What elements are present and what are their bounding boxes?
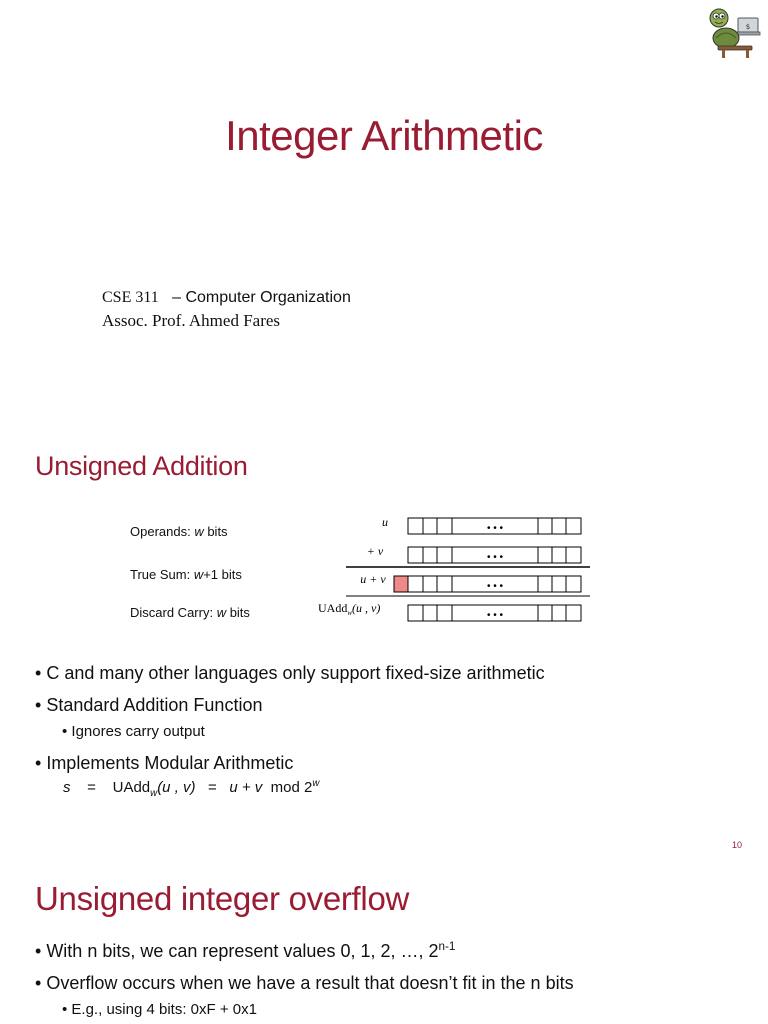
label-operands: Operands: w bits [130, 524, 228, 539]
row-label-plus-v: + v [366, 544, 384, 558]
modular-formula: s = UAdd$_w$(u , v) = u + v mod 2$^w$ [63, 778, 320, 799]
section-title-overflow: Unsigned integer overflow [35, 880, 410, 917]
section-title-unsigned-addition: Unsigned Addition [35, 451, 248, 481]
bullet-n-bits-values: • With n bits, we can represent values 0, 1, 2, …, 2$^{n-1}$ [35, 940, 456, 961]
label-true-sum: True Sum: w+1 bits [130, 567, 242, 582]
course-line [102, 289, 351, 307]
row-label-u: u [382, 515, 388, 529]
page-number: 10 [732, 840, 743, 850]
bullet-modular-arithmetic: • Implements Modular Arithmetic [35, 753, 294, 773]
sub-bullet-ignores-carry: • Ignores carry output [62, 723, 205, 740]
bit-addition-diagram [300, 510, 600, 625]
dots-row-sum: • • • [486, 581, 504, 592]
row-label-u-plus-v: u + v [360, 572, 386, 586]
bullet-fixed-size: • C and many other languages only support fixed-size arithmetic [35, 663, 545, 683]
turtle-mascot-icon [704, 4, 764, 59]
sub-bullet-four-bits-example: • E.g., using 4 bits: 0xF + 0x1 [62, 1001, 257, 1018]
bullet-standard-addition: • Standard Addition Function [35, 695, 263, 715]
course-name: – Computer Organization [172, 289, 351, 306]
dots-row-u: • • • [486, 523, 504, 534]
dots-row-uadd: • • • [486, 610, 504, 621]
bullet-overflow-occurs: • Overflow occurs when we have a result that doesn’t fit in the n bits [35, 973, 574, 993]
row-label-uadd: UAdd$_w$(u , v) [318, 601, 381, 617]
dots-row-v: • • • [486, 552, 504, 563]
course-code: CSE 311 [102, 289, 159, 306]
professor-name: Assoc. Prof. Ahmed Fares [102, 311, 281, 330]
slide-title: Integer Arithmetic [225, 112, 543, 159]
svg-text:$: $ [745, 23, 751, 31]
label-discard-carry: Discard Carry: w bits [130, 605, 250, 620]
carry-bit-cell [394, 576, 408, 592]
